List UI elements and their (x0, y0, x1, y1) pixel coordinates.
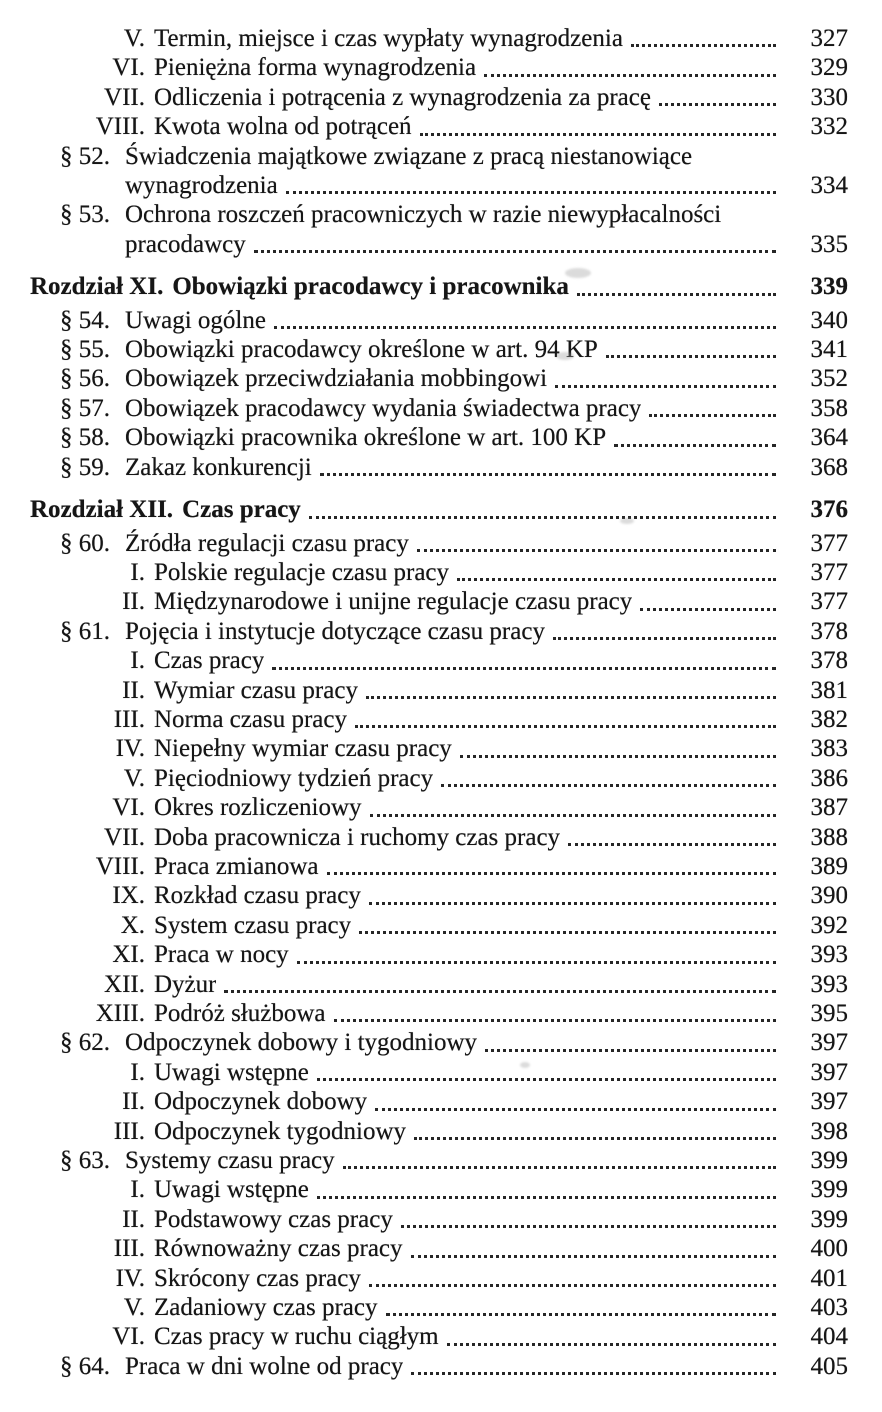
entry-title: Podróż służbowa (154, 1000, 326, 1027)
entry-page-number: 376 (810, 496, 848, 524)
entry-page-number: 400 (810, 1235, 848, 1263)
toc-list (30, 24, 848, 1381)
dot-leader (460, 755, 776, 758)
toc-entry-row (30, 705, 848, 734)
entry-label: Rozdział XI. (30, 273, 164, 301)
dot-leader (614, 444, 776, 447)
entry-label: IX. (112, 882, 145, 910)
entry-label: VII. (104, 83, 145, 111)
entry-page-number: 404 (810, 1323, 848, 1351)
dot-leader (447, 1343, 776, 1346)
dot-leader (414, 1137, 776, 1140)
entry-page-number: 377 (810, 588, 848, 616)
entry-label: VI. (112, 794, 145, 822)
toc-entry-row (30, 1028, 848, 1057)
entry-label: § 55. (60, 336, 110, 364)
toc-entry-row (30, 1264, 848, 1293)
entry-label: XI. (112, 941, 145, 969)
entry-page-number: 389 (810, 852, 848, 880)
entry-page-number: 405 (810, 1352, 848, 1380)
toc-entry-row (30, 423, 848, 452)
dot-leader (457, 578, 776, 581)
entry-label: § 53. (60, 201, 110, 229)
entry-title: Czas pracy w ruchu ciągłym (154, 1323, 439, 1351)
entry-label: I. (130, 1176, 145, 1204)
entry-label: § 57. (60, 394, 110, 422)
toc-entry-row (30, 1234, 848, 1263)
entry-label: VI. (112, 54, 145, 82)
dot-leader (317, 1196, 776, 1199)
entry-title: Podstawowy czas pracy (154, 1205, 393, 1233)
dot-leader (366, 696, 776, 699)
dot-leader (577, 293, 776, 296)
entry-title: Dyżur (154, 970, 217, 998)
entry-label: § 60. (60, 529, 110, 557)
toc-entry-row (30, 364, 848, 393)
dot-leader (343, 1166, 776, 1169)
entry-title: Zadaniowy czas pracy (154, 1294, 378, 1322)
toc-entry-row (30, 970, 848, 999)
entry-title: Zakaz konkurencji (125, 453, 312, 481)
entry-label: V. (123, 764, 145, 792)
toc-entry-row (30, 142, 848, 171)
entry-page-number: 401 (810, 1264, 848, 1292)
entry-page-number: 386 (810, 764, 848, 792)
entry-title: Równoważny czas pracy (154, 1235, 403, 1263)
scan-artifact (556, 352, 574, 360)
toc-chapter-row (30, 495, 848, 524)
dot-leader (417, 549, 776, 552)
dot-leader (317, 1078, 776, 1081)
dot-leader (309, 516, 776, 519)
toc-entry-row (30, 646, 848, 675)
entry-title: Odpoczynek dobowy (154, 1088, 368, 1116)
toc-entry-row (30, 823, 848, 852)
entry-label: I. (130, 558, 145, 586)
entry-title: Odpoczynek tygodniowy (154, 1117, 407, 1145)
dot-leader (649, 414, 776, 417)
dot-leader (297, 961, 776, 964)
entry-title: Praca w dni wolne od pracy (125, 1352, 404, 1380)
entry-title: Czas pracy (182, 496, 301, 524)
toc-entry-row (30, 617, 848, 646)
entry-title-continued: pracodawcy (125, 230, 246, 258)
toc-entry-row (30, 1146, 848, 1175)
dot-leader (320, 473, 776, 476)
toc-entry-row (30, 1205, 848, 1234)
entry-page-number: 398 (810, 1117, 848, 1145)
entry-page-number: 330 (810, 83, 848, 111)
entry-label: X. (120, 911, 145, 939)
toc-chapter-row (30, 272, 848, 301)
entry-page-number: 329 (810, 54, 848, 82)
entry-label: II. (122, 588, 145, 616)
entry-title: Skrócony czas pracy (154, 1264, 361, 1292)
entry-page-number: 397 (810, 1029, 848, 1057)
entry-page-number: 393 (810, 941, 848, 969)
entry-title: Uwagi ogólne (125, 306, 266, 334)
entry-label: V. (123, 25, 145, 52)
entry-page-number: 341 (810, 336, 848, 364)
dot-leader (327, 872, 776, 875)
entry-label: § 52. (60, 142, 110, 170)
entry-title: Doba pracownicza i ruchomy czas pracy (154, 823, 561, 851)
entry-title: Praca zmianowa (154, 852, 319, 880)
entry-label: § 58. (60, 424, 110, 452)
entry-title: Pieniężna forma wynagrodzenia (154, 54, 477, 82)
entry-label: III. (113, 1117, 145, 1145)
entry-title: Obowiązki pracownika określone w art. 100 KP (125, 424, 607, 452)
entry-label: VI. (112, 1323, 145, 1351)
entry-label: III. (113, 705, 145, 733)
toc-entry-row (30, 1175, 848, 1204)
entry-title: Czas pracy (154, 647, 265, 675)
toc-entry-row (30, 1058, 848, 1087)
dot-leader (485, 1049, 776, 1052)
entry-title: Polskie regulacje czasu pracy (154, 558, 450, 586)
toc-entry-row (30, 24, 848, 53)
toc-entry-row (30, 764, 848, 793)
entry-page-number: 334 (810, 172, 848, 200)
entry-page-number: 395 (810, 1000, 848, 1027)
entry-page-number: 399 (810, 1205, 848, 1233)
entry-page-number: 383 (810, 735, 848, 763)
scan-artifact (520, 1062, 530, 1068)
toc-entry-row (30, 335, 848, 364)
entry-title: Obowiązek pracodawcy wydania świadectwa pracy (125, 394, 642, 422)
entry-page-number: 335 (810, 230, 848, 258)
dot-leader (484, 74, 776, 77)
entry-label: II. (122, 1205, 145, 1233)
entry-label: III. (113, 1235, 145, 1263)
dot-leader (555, 385, 776, 388)
toc-entry-row (30, 999, 848, 1028)
dot-leader (568, 843, 776, 846)
entry-title: Obowiązki pracodawcy i pracownika (172, 273, 569, 301)
entry-label: XIII. (95, 1000, 145, 1027)
dot-leader (369, 902, 776, 905)
entry-title: Odliczenia i potrącenia z wynagrodzenia za pracę (154, 83, 651, 111)
entry-title: Wymiar czasu pracy (154, 676, 358, 704)
entry-title: Kwota wolna od potrąceń (154, 113, 412, 141)
toc-entry-continuation-row (30, 171, 848, 200)
entry-title-continued: wynagrodzenia (125, 172, 278, 200)
toc-entry-row (30, 676, 848, 705)
entry-page-number: 387 (810, 794, 848, 822)
dot-leader (606, 355, 776, 358)
dot-leader (224, 990, 776, 993)
dot-leader (286, 191, 776, 194)
dot-leader (370, 814, 776, 817)
entry-page-number: 399 (810, 1147, 848, 1175)
entry-title: Uwagi wstępne (154, 1176, 309, 1204)
dot-leader (369, 1284, 776, 1287)
dot-leader (441, 784, 776, 787)
toc-entry-continuation-row (30, 230, 848, 259)
entry-page-number: 352 (810, 365, 848, 393)
entry-title: Obowiązki pracodawcy określone w art. 94 KP (125, 336, 598, 364)
toc-entry-row (30, 911, 848, 940)
entry-title: Pięciodniowy tydzień pracy (154, 764, 434, 792)
toc-entry-row (30, 558, 848, 587)
toc-entry-row (30, 1322, 848, 1351)
toc-entry-row (30, 1117, 848, 1146)
dot-leader (659, 103, 776, 106)
dot-leader (355, 725, 776, 728)
dot-leader (272, 667, 776, 670)
entry-title: Obowiązek przeciwdziałania mobbingowi (125, 365, 548, 393)
entry-label: V. (123, 1294, 145, 1322)
toc-entry-row (30, 940, 848, 969)
entry-label: § 59. (60, 453, 110, 481)
entry-page-number: 339 (810, 273, 848, 301)
dot-leader (334, 1019, 777, 1022)
entry-label: § 61. (60, 617, 110, 645)
entry-title: Systemy czasu pracy (125, 1147, 335, 1175)
entry-title: Świadczenia majątkowe związane z pracą niestanowiące (125, 142, 693, 170)
entry-label: § 63. (60, 1147, 110, 1175)
dot-leader (631, 44, 776, 47)
entry-page-number: 388 (810, 823, 848, 851)
toc-entry-row (30, 529, 848, 558)
entry-title: Odpoczynek dobowy i tygodniowy (125, 1029, 478, 1057)
entry-page-number: 397 (810, 1058, 848, 1086)
entry-title: Okres rozliczeniowy (154, 794, 362, 822)
toc-entry-row (30, 852, 848, 881)
toc-entry-row (30, 200, 848, 229)
entry-title: Termin, miejsce i czas wypłaty wynagrodzenia (154, 25, 623, 52)
dot-leader (411, 1372, 776, 1375)
toc-entry-row (30, 1352, 848, 1381)
toc-entry-row (30, 306, 848, 335)
toc-entry-row (30, 881, 848, 910)
entry-label: II. (122, 1088, 145, 1116)
entry-label: XII. (104, 970, 145, 998)
entry-label: II. (122, 676, 145, 704)
dot-leader (274, 326, 776, 329)
entry-label: IV. (115, 1264, 145, 1292)
dot-leader (420, 133, 776, 136)
entry-label: VIII. (95, 113, 145, 141)
entry-title: Norma czasu pracy (154, 705, 347, 733)
entry-page-number: 378 (810, 617, 848, 645)
entry-title: Niepełny wymiar czasu pracy (154, 735, 452, 763)
entry-page-number: 377 (810, 529, 848, 557)
dot-leader (553, 637, 776, 640)
toc-entry-row (30, 453, 848, 482)
entry-label: VIII. (95, 852, 145, 880)
entry-title: Międzynarodowe i unijne regulacje czasu pracy (154, 588, 633, 616)
toc-entry-row (30, 394, 848, 423)
entry-page-number: 377 (810, 558, 848, 586)
entry-page-number: 390 (810, 882, 848, 910)
toc-entry-row (30, 53, 848, 82)
entry-page-number: 368 (810, 453, 848, 481)
entry-page-number: 381 (810, 676, 848, 704)
entry-page-number: 397 (810, 1088, 848, 1116)
entry-title: Uwagi wstępne (154, 1058, 309, 1086)
dot-leader (401, 1225, 776, 1228)
entry-page-number: 393 (810, 970, 848, 998)
toc-entry-row (30, 587, 848, 616)
dot-leader (386, 1313, 777, 1316)
entry-label: Rozdział XII. (30, 496, 174, 524)
entry-label: VII. (104, 823, 145, 851)
entry-page-number: 403 (810, 1294, 848, 1322)
toc-entry-row (30, 83, 848, 112)
dot-leader (254, 250, 776, 253)
entry-title: Ochrona roszczeń pracowniczych w razie niewypłacalności (125, 201, 722, 229)
dot-leader (375, 1108, 776, 1111)
entry-page-number: 378 (810, 647, 848, 675)
toc-entry-row (30, 1087, 848, 1116)
entry-page-number: 358 (810, 394, 848, 422)
toc-entry-row (30, 793, 848, 822)
entry-page-number: 382 (810, 705, 848, 733)
entry-title: Rozkład czasu pracy (154, 882, 361, 910)
entry-title: Pojęcia i instytucje dotyczące czasu pracy (125, 617, 545, 645)
scan-artifact (620, 518, 634, 524)
toc-entry-row (30, 734, 848, 763)
entry-page-number: 340 (810, 306, 848, 334)
toc-entry-row (30, 1293, 848, 1322)
entry-page-number: 327 (810, 25, 848, 52)
entry-title: Praca w nocy (154, 941, 289, 969)
entry-page-number: 399 (810, 1176, 848, 1204)
entry-page-number: 392 (810, 911, 848, 939)
dot-leader (640, 608, 776, 611)
entry-label: § 64. (60, 1352, 110, 1380)
entry-title: System czasu pracy (154, 911, 352, 939)
dot-leader (359, 931, 776, 934)
entry-title: Źródła regulacji czasu pracy (125, 529, 409, 557)
dot-leader (411, 1255, 776, 1258)
toc-entry-row (30, 112, 848, 141)
scan-artifact (565, 268, 591, 278)
entry-label: § 56. (60, 365, 110, 393)
entry-label: § 54. (60, 306, 110, 334)
entry-page-number: 332 (810, 113, 848, 141)
entry-label: I. (130, 1058, 145, 1086)
entry-label: § 62. (60, 1029, 110, 1057)
entry-page-number: 364 (810, 424, 848, 452)
entry-label: IV. (115, 735, 145, 763)
entry-label: I. (130, 647, 145, 675)
